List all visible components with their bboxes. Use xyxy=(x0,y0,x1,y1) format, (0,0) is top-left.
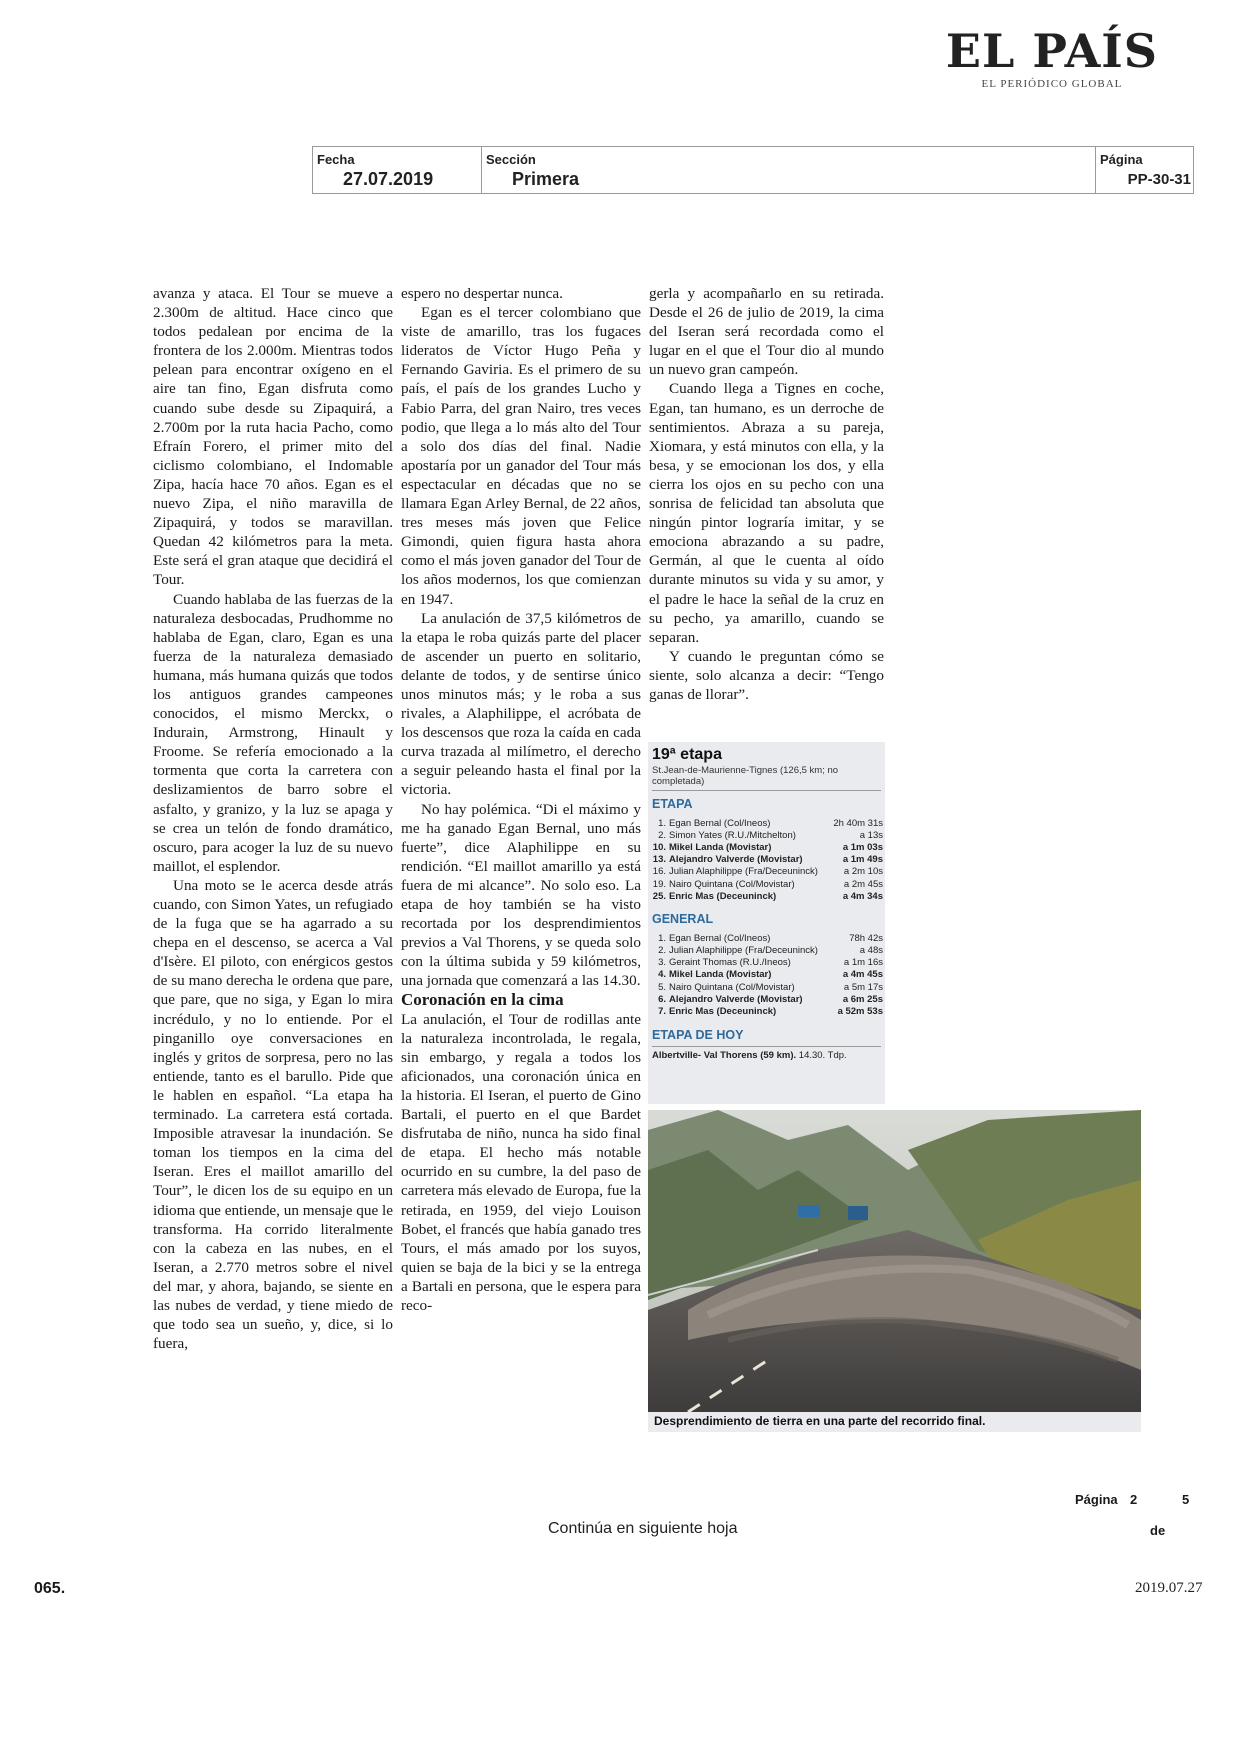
rider-team: (Col/Movistar) xyxy=(732,878,795,890)
pagina-value: PP-30-31 xyxy=(1127,171,1191,188)
results-time: a 1m 49s xyxy=(842,854,883,866)
hoy-section-label: ETAPA DE HOY xyxy=(652,1027,744,1042)
fecha-value: 27.07.2019 xyxy=(343,169,434,189)
seccion-value: Primera xyxy=(512,169,580,189)
results-rider xyxy=(669,829,829,841)
results-position: 3. xyxy=(658,957,666,969)
results-subtitle: St.Jean-de-Maurienne-Tignes (126,5 km; no completada) xyxy=(652,765,881,791)
rider-name: Enric Mas xyxy=(669,890,714,902)
footer-pagina-number: 2 xyxy=(1130,1492,1138,1507)
rider-name: Mikel Landa xyxy=(669,969,724,981)
stage-results-box xyxy=(648,742,885,1104)
results-position: 25. xyxy=(652,890,666,902)
results-rider xyxy=(669,945,833,957)
results-time: a 5m 17s xyxy=(843,981,883,993)
etapa-results-table xyxy=(652,817,885,902)
results-rider xyxy=(669,932,833,944)
article-column-3 xyxy=(649,284,884,704)
results-row xyxy=(652,945,885,957)
results-position: 10. xyxy=(652,841,666,853)
rider-name: Egan Bernal xyxy=(669,817,722,829)
hoy-route xyxy=(652,1046,881,1061)
results-position: 13. xyxy=(652,854,666,866)
results-time: a 4m 45s xyxy=(842,969,883,981)
rider-name: Egan Bernal xyxy=(669,932,722,944)
results-row xyxy=(652,932,885,944)
results-rider xyxy=(669,878,829,890)
fecha-cell xyxy=(313,147,482,193)
results-row xyxy=(652,854,885,866)
hoy-route-time: 14.30. Tdp. xyxy=(798,1049,847,1061)
results-position: 4. xyxy=(658,969,666,981)
general-section-label: GENERAL xyxy=(652,912,714,927)
footer-de: de xyxy=(1150,1523,1166,1538)
rider-name: Julian Alaphilippe xyxy=(669,866,743,878)
continues-note: Continúa en siguiente hoja xyxy=(548,1520,738,1537)
footer-date: 2019.07.27 xyxy=(1135,1580,1203,1596)
rider-name: Alejandro Valverde xyxy=(669,993,755,1005)
results-rider xyxy=(669,866,829,878)
landslide-photo-image xyxy=(648,1110,1141,1412)
general-results-table xyxy=(652,932,885,1017)
article-subheading: Coronación en la cima xyxy=(401,990,564,1010)
article-paragraph: Egan es el tercer colombiano que viste de amarillo, tras los fugaces lideratos de Víctor Hugo Peña y Fernando Gaviria. Es el primero de su país, el país de los grandes Lucho y Fabio Parra, del gran Nairo, tres veces podio, que llega a lo más alto del Tour a solo dos días del final. Nadie apostaría por un ganador del Tour más espectacular en décadas que no se llamara Egan Arley Bernal, de 22 años, tres meses más joven que Felice Gimondi, quien figura hasta ahora como el más joven ganador del Tour de los años modernos, los que comienzan en 1947. xyxy=(401,304,641,608)
article-paragraph: Cuando hablaba de las fuerzas de la naturaleza desbocadas, Prudhomme no hablaba de Egan, claro, Egan es una fuerza de la naturaleza demasiado humana, más humana quizás que todos los antiguos grandes campeones conocidos, el mismo Merckx, o Indurain, Armstrong, Hinault y Froome. Se refería emocionado a la tormenta que corta la carretera con deslizamientos de barro sobre el asfalto, y granizo, y la luz se apaga y se crea un telón de fondo dramático, oscuro, para acoger la luz de su nuevo maillot, el esplendor. xyxy=(153,590,393,875)
results-rider xyxy=(669,890,829,902)
rider-name: Geraint Thomas xyxy=(669,957,737,969)
rider-team: (Fra/Deceuninck) xyxy=(742,866,818,878)
results-row xyxy=(652,829,885,841)
results-time: a 2m 10s xyxy=(843,866,883,878)
results-rider xyxy=(669,993,833,1005)
rider-name: Mikel Landa xyxy=(669,841,724,853)
results-time: a 6m 25s xyxy=(842,993,883,1005)
results-position: 1. xyxy=(658,817,666,829)
rider-team: (Movistar) xyxy=(723,969,772,981)
results-time: 78h 42s xyxy=(849,932,883,944)
results-rider xyxy=(669,1005,833,1017)
results-position: 2. xyxy=(658,945,666,957)
rider-team: (Movistar) xyxy=(723,841,772,853)
footer-pagina-label: Página xyxy=(1075,1492,1118,1507)
rider-team: (Deceuninck) xyxy=(713,890,777,902)
results-title: 19ª etapa xyxy=(652,746,722,763)
results-row xyxy=(652,1005,885,1017)
rider-team: (Col/Ineos) xyxy=(721,817,771,829)
rider-team: (Movistar) xyxy=(754,854,803,866)
rider-team: (Movistar) xyxy=(754,993,803,1005)
rider-team: (Deceuninck) xyxy=(713,1006,777,1018)
results-position: 1. xyxy=(658,932,666,944)
article-paragraph: Una moto se le acerca desde atrás cuando, con Simon Yates, un refugiado de la fuga que se ha agarrado a su chepa en el descenso, se acerca a Val d'Isère. El piloto, con enérgicos gestos de su mano derecha le ordena que pare, que pare, que no siga, y Egan lo mira incrédulo, y no lo entiende. Por el pinganillo oye conversaciones en inglés y gritos de sorpresa, pero no las entiende, tanto es el barullo. Pide que le hablen en español. “La etapa ha terminado. La carretera está cortada. Imposible atravesar la inundación. Se toman los tiempos en la cima del Iseran. Eres el maillot amarillo del Tour”, le dicen los de su equipo en un idioma que entiende, un mensaje que le transforma. Ha corrido literalmente con la cabeza en las nubes, en el Iseran, a 2.770 metros sobre el nivel del mar, y ahora, bajando, se siente en las nubes de verdad, y tiene miedo de que todo sea un sueño, y, dice, si lo fuera, xyxy=(153,876,393,1353)
results-time: a 4m 34s xyxy=(842,890,883,902)
results-row xyxy=(652,866,885,878)
results-time: a 48s xyxy=(859,945,883,957)
seccion-cell xyxy=(482,147,1096,193)
results-row xyxy=(652,981,885,993)
rider-team: (Fra/Deceuninck) xyxy=(742,945,818,957)
results-rider xyxy=(669,981,833,993)
article-paragraph: gerla y acompañarlo en su retirada. Desde el 26 de julio de 2019, la cima del Iseran será recordada como el lugar en el que el Tour dio al mundo un nuevo gran campeón. xyxy=(649,285,884,379)
results-position: 5. xyxy=(658,981,666,993)
article-paragraph: La anulación de 37,5 kilómetros de la etapa le roba quizás parte del placer de ascender un puerto en solitario, delante de todos, y de sentirse único unos minutos más; y le roba a sus rivales, a Alaphilippe, el acróbata de los descensos que roza la caída en cada curva trazada al milímetro, el derecho a seguir peleando hasta el final por la victoria. xyxy=(401,609,641,799)
article-paragraph: avanza y ataca. El Tour se mueve a 2.300m de altitud. Hace cinco que todos pedalean por encima de la frontera de los 2.000m. Mientras todos pelean para encontrar oxígeno en el aire tan fino, Egan disfruta como cuando sube desde su Zipaquirá, a 2.700m por la ruta hacia Pacho, como Efraín Forero, el primer mito del ciclismo colombiano, el Indomable Zipa, hacía hace 70 años. Egan es el nuevo Zipa, el niño maravilla de Zipaquirá, y todos se maravillan. Quedan 42 kilómetros para la meta. Este será el gran ataque que decidirá el Tour. xyxy=(153,285,393,589)
article-paragraph: La anulación, el Tour de rodillas ante la naturaleza incontrolada, le regala, sin embargo, y regala a todos los aficionados, una coronación única en la historia. El Iseran, el puerto de Gino Bartali, el puerto en el que Bardet disfrutaba de niño, nunca ha sido final de etapa. El hecho más notable ocurrido en su cumbre, la del paso de carretera más elevado de Europa, fue la retirada, en 1959, del viejo Louison Bobet, el francés que había ganado tres Tours, el más amado por los suyos, quien se baja de la bici y se la entrega a Bartali en persona, que le espera para reco- xyxy=(401,1010,641,1314)
results-rider xyxy=(669,817,829,829)
rider-name: Alejandro Valverde xyxy=(669,854,755,866)
rider-team: (Col/Movistar) xyxy=(732,981,795,993)
article-column-2 xyxy=(401,284,641,1315)
rider-name: Simon Yates xyxy=(669,829,722,841)
results-rider xyxy=(669,841,829,853)
results-time: 2h 40m 31s xyxy=(833,817,883,829)
article-paragraph: Y cuando le preguntan cómo se siente, solo alcanza a decir: “Tengo ganas de llorar”. xyxy=(649,647,884,703)
seccion-label: Sección xyxy=(486,152,536,167)
results-position: 16. xyxy=(652,866,666,878)
results-position: 2. xyxy=(658,829,666,841)
rider-name: Nairo Quintana xyxy=(669,981,733,993)
results-rider xyxy=(669,957,833,969)
rider-team: (R.U./Mitchelton) xyxy=(721,829,796,841)
results-rider xyxy=(669,969,833,981)
results-row xyxy=(652,969,885,981)
fecha-label: Fecha xyxy=(317,152,355,167)
clipping-header-table xyxy=(312,146,1194,194)
article-paragraph: espero no despertar nunca. xyxy=(401,285,563,302)
results-row xyxy=(652,878,885,890)
logo-tagline: EL PERIÓDICO GLOBAL xyxy=(981,78,1123,90)
results-row xyxy=(652,993,885,1005)
hoy-route-name: Albertville- Val Thorens (59 km). xyxy=(652,1049,797,1061)
results-position: 6. xyxy=(658,993,666,1005)
newspaper-logo xyxy=(945,24,1158,90)
landslide-photo xyxy=(648,1110,1141,1412)
pagina-cell xyxy=(1096,147,1193,193)
rider-team: (Col/Ineos) xyxy=(721,932,771,944)
results-position: 19. xyxy=(652,878,666,890)
results-time: a 2m 45s xyxy=(843,878,883,890)
article-column-1 xyxy=(153,284,393,1353)
results-row xyxy=(652,817,885,829)
rider-team: (R.U./Ineos) xyxy=(736,957,791,969)
rider-name: Nairo Quintana xyxy=(669,878,733,890)
etapa-section-label: ETAPA xyxy=(652,797,693,811)
rider-name: Julian Alaphilippe xyxy=(669,945,743,957)
rider-name: Enric Mas xyxy=(669,1006,714,1018)
article-paragraph: Cuando llega a Tignes en coche, Egan, tan humano, es un derroche de sentimientos. Abraza a su pareja, Xiomara, y está minutos con ella, y la besa, y se emocionan los dos, y ella cierra los ojos en su pecho con una sonrisa de felicidad tan absoluta que ningún pintor lograría imitar, y se emociona abrazando a su padre, Germán, al que le cuenta al oído durante minutos su vida y su amor, y el padre le hace la señal de la cruz en su pecho, ya amarillo, cuando se separan. xyxy=(649,380,884,646)
results-row xyxy=(652,841,885,853)
results-rider xyxy=(669,854,829,866)
results-position: 7. xyxy=(658,1006,666,1018)
results-time: a 13s xyxy=(859,829,883,841)
results-row xyxy=(652,957,885,969)
footer-pagina-total: 5 xyxy=(1182,1492,1190,1507)
photo-caption: Desprendimiento de tierra en una parte del recorrido final. xyxy=(648,1412,1141,1432)
results-time: a 52m 53s xyxy=(837,1006,883,1018)
article-paragraph: No hay polémica. “Di el máximo y me ha ganado Egan Bernal, uno más fuerte”, dice Alaphilippe en su rendición. “El maillot amarillo ya está fuera de mi alcance”. No solo eso. La etapa de hoy también se ha visto recortada por los desprendimientos previos a Val Thorens, y se queda solo con la última subida y 59 kilómetros, una jornada que comenzará a las 14.30. xyxy=(401,800,641,990)
results-row xyxy=(652,890,885,902)
results-time: a 1m 03s xyxy=(842,841,883,853)
clipping-code: 065. xyxy=(34,1580,66,1597)
logo-name: EL PAÍS xyxy=(945,24,1158,78)
pagina-label: Página xyxy=(1100,152,1143,167)
results-time: a 1m 16s xyxy=(843,957,883,969)
